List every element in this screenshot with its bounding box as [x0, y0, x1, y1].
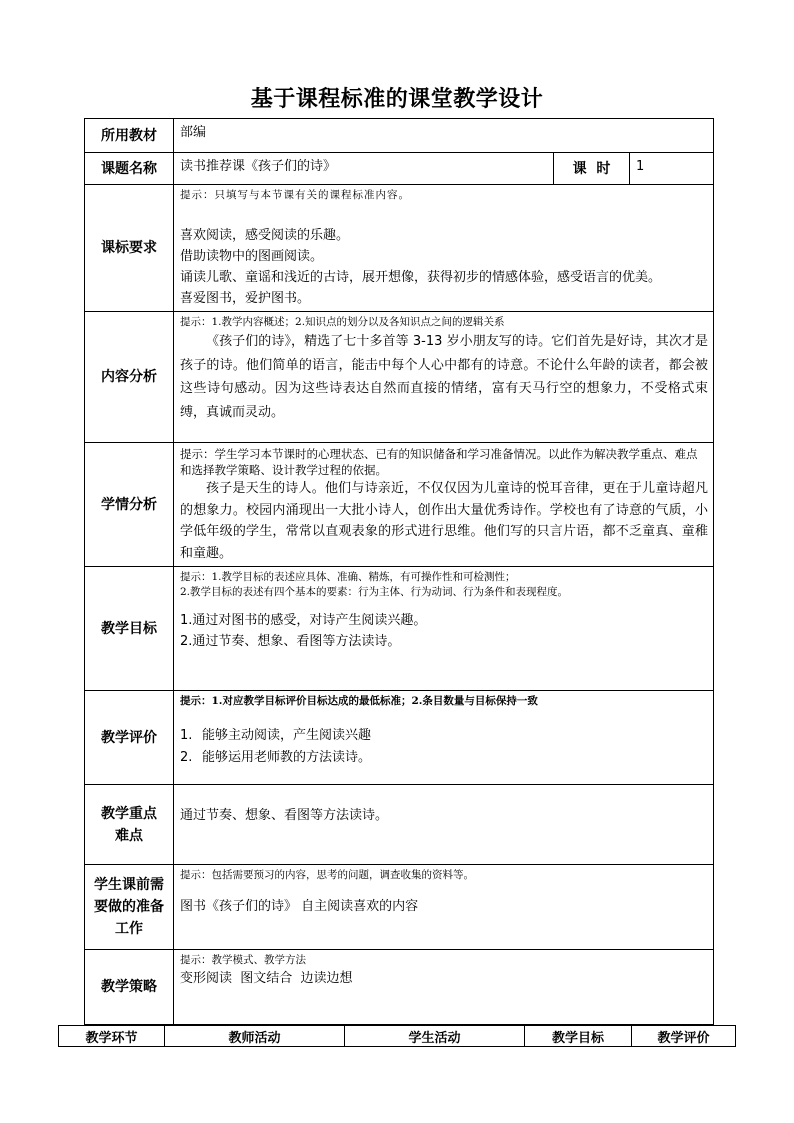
content-text: 《孩子们的诗》，精选了七十多首等 3-13 岁小朋友写的诗。它们首先是好诗，其次才是孩子的诗。他们简单的语言，能击中每个人心中都有的诗意。不论什么年龄的读者，都会被这些诗句感动。因为这些诗表达自然而直接的情绪，富有天马行空的想象力，不受格式束缚，真诚而灵动。: [180, 334, 708, 420]
evaluation-item-text: 能够运用老师教的方法读诗。: [202, 750, 372, 765]
content-label: 内容分析: [85, 312, 174, 443]
evaluation-item-text: 能够主动阅读，产生阅读兴趣: [202, 728, 372, 743]
evaluation-label: 教学评价: [85, 691, 174, 785]
evaluation-item: [180, 725, 708, 747]
topic-value: 读书推荐课《孩子们的诗》: [174, 153, 554, 185]
strategy-hint: 提示：教学模式、教学方法: [180, 954, 306, 966]
standards-line: 诵读儿歌、童谣和浅近的古诗，展开想像，获得初步的情感体验，感受语言的优美。: [180, 270, 662, 285]
row-material: [85, 119, 714, 153]
hours-value: 1: [630, 153, 714, 185]
material-label: 所用教材: [85, 119, 174, 153]
goal-item: 2.通过节奏、想象、看图等方法读诗。: [180, 634, 401, 649]
preparation-label-line: 工作: [115, 921, 143, 937]
evaluation-item-number: 1.: [180, 728, 193, 743]
keypoints-label-line: 难点: [115, 827, 143, 844]
preparation-label-line: 学生课前需: [94, 877, 164, 893]
row-topic: [85, 153, 714, 185]
header-teacher-activity: 教师活动: [165, 1026, 345, 1047]
standards-hint: 提示：只填写与本节课有关的课程标准内容。: [180, 189, 410, 201]
row-keypoints: [85, 785, 714, 865]
header-stage: 教学环节: [59, 1026, 165, 1047]
process-table-header: [58, 1025, 736, 1047]
evaluation-hint: 提示：1.对应教学目标评价目标达成的最低标准；2.条目数量与目标保持一致: [180, 695, 538, 707]
preparation-text: 图书《孩子们的诗》 自主阅读喜欢的内容: [180, 899, 419, 914]
standards-line: 借助读物中的图画阅读。: [180, 249, 324, 264]
goals-content: [174, 567, 714, 691]
row-strategy: [85, 950, 714, 1025]
goals-label: 教学目标: [85, 567, 174, 691]
learners-content: [174, 443, 714, 567]
header-student-activity: 学生活动: [345, 1026, 525, 1047]
page-title: 基于课程标准的课堂教学设计: [250, 87, 544, 112]
row-evaluation: [85, 691, 714, 785]
goal-item: 1.通过对图书的感受，对诗产生阅读兴趣。: [180, 613, 427, 628]
keypoints-content: [174, 785, 714, 865]
row-standards: [85, 185, 714, 312]
preparation-label-line: 要做的准备: [94, 899, 164, 915]
content-hint: 提示：1.教学内容概述；2.知识点的划分以及各知识点之间的逻辑关系: [180, 316, 505, 328]
learners-text: 孩子是天生的诗人。他们与诗亲近，不仅仅因为儿童诗的悦耳音律，更在于儿童诗超凡的想象力。校园内涌现出一大批小诗人，创作出大量优秀诗作。学校也有了诗意的气质，小学低年级的学生，常常以直观表象的形式进行思维。他们写的只言片语，都不乏童真、童稚和童趣。: [180, 481, 708, 561]
goals-hint-1: 提示：1.教学目标的表述应具体、准确、精炼，有可操作性和可检测性；: [180, 571, 516, 583]
goals-hint-2: 2.教学目标的表述有四个基本的要素：行为主体、行为动词、行为条件和表现程度。: [180, 586, 569, 598]
evaluation-content: [174, 691, 714, 785]
content-content: [174, 312, 714, 443]
header-evaluation: 教学评价: [632, 1026, 736, 1047]
evaluation-item-number: 2.: [180, 750, 193, 765]
row-preparation: [85, 865, 714, 950]
material-value: 部编: [174, 119, 714, 153]
strategy-text: 变形阅读 图文结合 边读边想: [180, 971, 353, 986]
row-goals: [85, 567, 714, 691]
standards-label: 课标要求: [85, 185, 174, 312]
strategy-content: [174, 950, 714, 1025]
preparation-content: [174, 865, 714, 950]
lesson-plan-table: [84, 118, 714, 1025]
row-content: [85, 312, 714, 443]
keypoints-label-line: 教学重点: [101, 805, 157, 822]
learners-hint: 提示：学生学习本节课时的心理状态、已有的知识储备和学习准备情况。以此作为解决教学重点、难点和选择教学策略、设计教学过程的依据。: [180, 447, 698, 477]
evaluation-item: [180, 747, 708, 769]
keypoints-text: 通过节奏、想象、看图等方法读诗。: [180, 808, 389, 823]
header-objective: 教学目标: [525, 1026, 632, 1047]
row-learners: [85, 443, 714, 567]
preparation-hint: 提示：包括需要预习的内容，思考的问题，调查收集的资料等。: [180, 869, 474, 881]
keypoints-label: [85, 785, 174, 865]
standards-line: 喜欢阅读，感受阅读的乐趣。: [180, 228, 350, 243]
preparation-label: [85, 865, 174, 950]
hours-label: 课 时: [554, 153, 630, 185]
standards-line: 喜爱图书，爱护图书。: [180, 291, 311, 306]
learners-label: 学情分析: [85, 443, 174, 567]
strategy-label: 教学策略: [85, 950, 174, 1025]
topic-label: 课题名称: [85, 153, 174, 185]
standards-content: [174, 185, 714, 312]
